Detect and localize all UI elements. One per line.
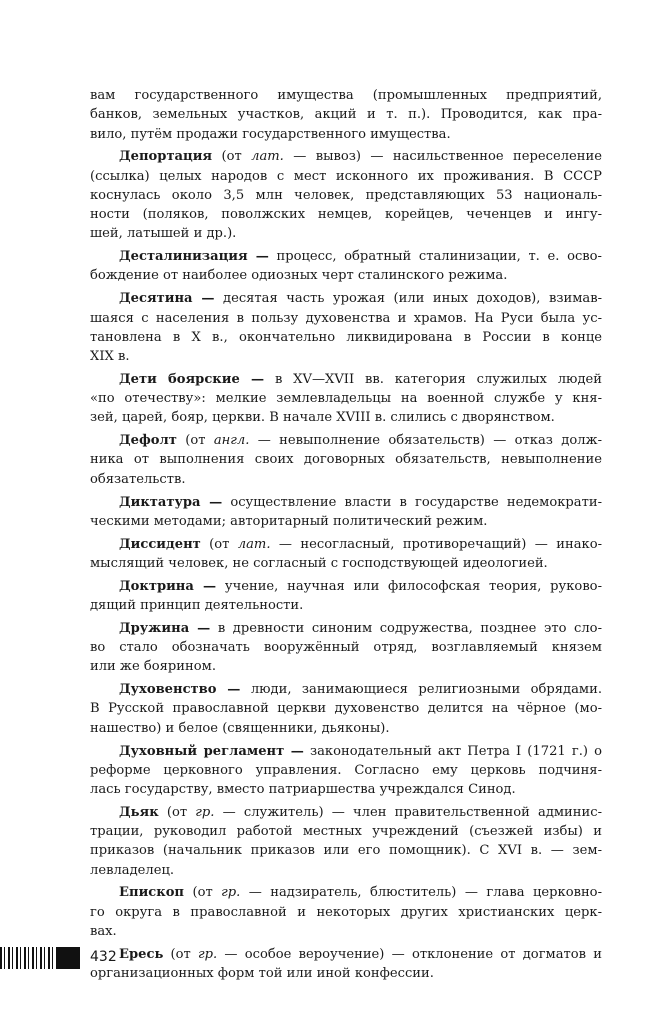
glossary-term: Епископ [119, 885, 185, 901]
text-line: бождение от наиболее одиозных черт сталинского режима. [90, 268, 508, 284]
glossary-term: Дьяк [119, 804, 159, 820]
intro-paragraph [90, 86, 602, 144]
glossary-entry [90, 619, 602, 677]
definition-text: (от [212, 149, 252, 165]
text-line [90, 289, 602, 308]
glossary-entry [90, 883, 602, 941]
glossary-term: Диссидент [119, 536, 201, 552]
definition-text: в XV—XVII вв. категория служилых людей [264, 371, 602, 387]
text-line: приказов (начальник приказов или его помощник). С XVI в. — зем- [90, 843, 602, 859]
glossary-entry [90, 370, 602, 428]
text-line: реформе церковного управления. Согласно ему церковь подчиня- [90, 762, 602, 778]
definition-text: (от [163, 946, 199, 962]
text-line: «по отечеству»: мелкие землевладельцы на военной службе у кня- [90, 391, 602, 407]
text-line: во стало обозначать вооружённый отряд, возглавляемый князем [90, 640, 602, 656]
definition-text: процесс, обратный сталинизации, т. е. осво- [268, 249, 602, 265]
page-number: 432 [90, 949, 117, 965]
glossary-entry [90, 742, 602, 800]
text-line [90, 247, 602, 266]
definition-text: — несогласный, противоречащий) — инако- [270, 536, 602, 552]
text-line [90, 493, 602, 512]
text-line: ника от выполнения своих договорных обязательств, невыполнение [90, 452, 602, 468]
definition-text: (от [200, 536, 238, 552]
text-line [90, 577, 602, 596]
definition-text: — невыполнение обязательств) — отказ долж- [249, 433, 602, 449]
text-line [90, 535, 602, 554]
text-line: или же боярином. [90, 659, 216, 675]
glossary-entry [90, 289, 602, 366]
text-line [90, 431, 602, 450]
glossary-entry [90, 493, 602, 532]
glossary-term: Ересь [119, 946, 164, 962]
text-line [90, 803, 602, 822]
definition-text: десятая часть урожая (или иных доходов), взимав- [214, 291, 602, 307]
text-line: трации, руководил работой местных учреждений (съезжей избы) и [90, 824, 602, 840]
glossary-entry [90, 803, 602, 880]
glossary-entry [90, 431, 602, 489]
text-line: ности (поляков, поволжских немцев, корейцев, чеченцев и ингу- [90, 207, 602, 223]
text-line: ческими методами; авторитарный политический режим. [90, 513, 488, 529]
glossary-entry [90, 680, 602, 738]
text-line [90, 883, 602, 902]
text-line: вило, путём продажи государственного имущества. [90, 126, 451, 142]
definition-text: осуществление власти в государстве недемократи- [222, 494, 602, 510]
language-abbreviation: лат. [251, 149, 284, 165]
definition-text: — служитель) — член правительственной админис- [214, 804, 603, 820]
language-abbreviation: лат. [237, 536, 271, 552]
text-line: дящий принцип деятельности. [90, 598, 304, 613]
definition-text: учение, научная или философская теория, руково- [216, 578, 602, 594]
definition-text: — особое вероучение) — отклонение от догматов и [217, 946, 602, 962]
glossary-entry [90, 147, 602, 243]
text-line: левладелец. [90, 862, 175, 878]
text-line: банков, земельных участков, акций и т. п.). Проводится, как пра- [90, 107, 602, 123]
definition-text: — надзиратель, блюститель) — глава церковно- [240, 885, 602, 901]
text-line: лась государству, вместо патриаршества учреждался Синод. [90, 782, 516, 798]
language-abbreviation: гр. [195, 804, 215, 820]
language-abbreviation: англ. [213, 433, 250, 449]
glossary-term: Дефолт [119, 433, 177, 449]
definition-text: в древности синоним содружества, позднее это сло- [210, 620, 602, 636]
glossary-term: Дружина — [119, 620, 211, 636]
glossary-term: Дети боярские — [119, 371, 265, 387]
text-line [90, 147, 602, 166]
glossary-term: Депортация [119, 149, 213, 165]
definition-text: (от [184, 885, 222, 901]
glossary-term: Доктрина — [119, 578, 217, 594]
page-footer [0, 947, 200, 969]
text-line: тановлена в X в., окончательно ликвидирована в России в конце [90, 329, 602, 345]
language-abbreviation: гр. [221, 885, 241, 901]
text-line: организационных форм той или иной конфессии. [90, 966, 434, 982]
text-line: вах. [90, 923, 117, 939]
text-line [90, 370, 602, 389]
text-line: мыслящий человек, не согласный с господствующей идеологией. [90, 555, 548, 571]
glossary-entry [90, 535, 602, 574]
text-line: шей, латышей и др.). [90, 226, 237, 242]
definition-text: — вывоз) — насильственное переселение [283, 149, 603, 165]
text-line: В Русской православной церкви духовенство делится на чёрное (мо- [90, 701, 602, 717]
text-line [90, 742, 602, 761]
text-line: нашество) и белое (священники, дьяконы). [90, 720, 390, 736]
text-line: вам государственного имущества (промышленных предприятий, [90, 88, 602, 103]
text-line: шаяся с населения в пользу духовенства и храмов. На Руси была ус- [90, 310, 602, 326]
glossary-term: Диктатура — [119, 494, 223, 510]
text-line: (ссылка) целых народов с мест исконного их проживания. В СССР [90, 168, 602, 184]
text-line: коснулась около 3,5 млн человек, представляющих 53 националь- [90, 187, 602, 203]
page-text [90, 86, 602, 983]
language-abbreviation: гр. [198, 946, 218, 962]
text-line [90, 680, 602, 699]
text-line: обязательств. [90, 471, 186, 487]
glossary-term: Десталинизация — [119, 249, 269, 265]
definition-text: люди, занимающиеся религиозными обрядами. [240, 682, 602, 698]
barcode-decoration [0, 947, 80, 969]
text-line [90, 619, 602, 638]
glossary-entry [90, 577, 602, 616]
definition-text: законодательный акт Петра I (1721 г.) о [303, 743, 602, 759]
definition-text: (от [176, 433, 214, 449]
text-line: го округа в православной и некоторых других христианских церк- [90, 904, 602, 920]
glossary-term: Духовный регламент — [119, 743, 304, 759]
text-line: зей, царей, бояр, церкви. В начале XVIII в. слились с дворянством. [90, 410, 555, 426]
glossary-term: Десятина — [119, 291, 215, 307]
text-line: XIX в. [90, 349, 130, 365]
glossary-entry [90, 247, 602, 286]
glossary-term: Духовенство — [119, 682, 241, 698]
definition-text: (от [158, 804, 196, 820]
